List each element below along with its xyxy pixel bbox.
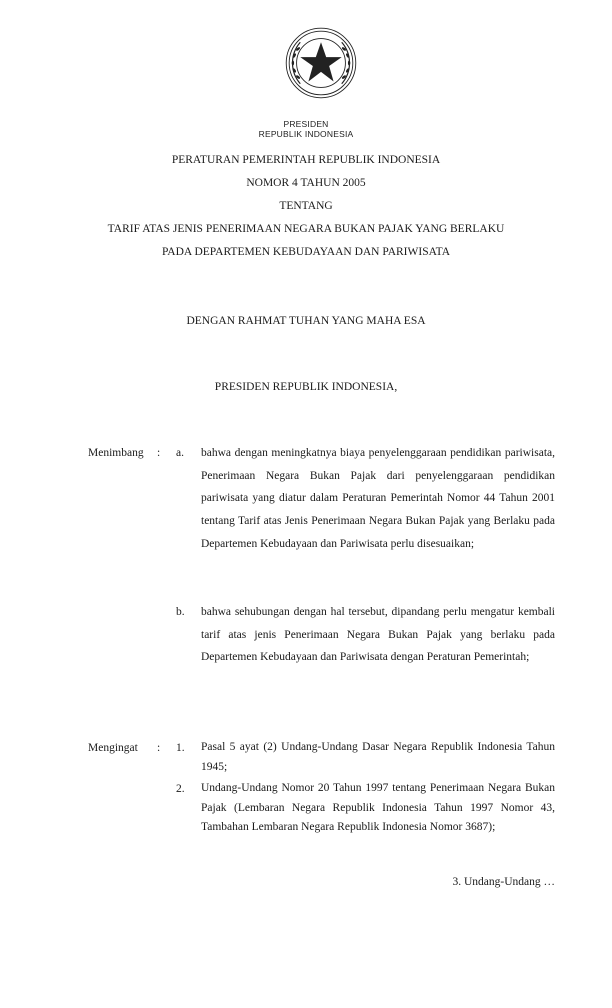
menimbang-marker-a: a. (176, 447, 184, 459)
mengingat-label: Mengingat (88, 742, 138, 754)
title-subject-line1: TARIF ATAS JENIS PENERIMAAN NEGARA BUKAN PAJAK YANG BERLAKU (107, 223, 505, 235)
mengingat-colon: : (157, 742, 161, 754)
title-subject-line2: PADA DEPARTEMEN KEBUDAYAAN DAN PARIWISATA (161, 246, 451, 258)
invocation: DENGAN RAHMAT TUHAN YANG MAHA ESA (186, 315, 426, 327)
title-regulation: PERATURAN PEMERINTAH REPUBLIK INDONESIA (171, 154, 441, 166)
title-about: TENTANG (279, 200, 333, 212)
menimbang-item-b: bahwa sehubungan dengan hal tersebut, dipandang perlu mengatur kembali tarif atas jenis Penerimaan Negara Bukan Pajak yang berlaku pada Departemen Kebudayaan dan Pariwisata dengan Peraturan Pemerintah; (201, 606, 555, 664)
page-continuation: 3. Undang-Undang … (452, 876, 555, 888)
mengingat-item-2: Undang-Undang Nomor 20 Tahun 1997 tentang Penerimaan Negara Bukan Pajak (Lembaran Negara Republik Indonesia Tahun 1997 Nomor 43, Tambahan Lembaran Negara Republik Indonesia Nomor 3687); (201, 782, 555, 834)
mengingat-item-1: Pasal 5 ayat (2) Undang-Undang Dasar Negara Republik Indonesia Tahun 1945; (201, 741, 555, 773)
mengingat-marker-1: 1. (176, 742, 185, 754)
menimbang-label: Menimbang (88, 447, 144, 459)
letterhead-republic: REPUBLIK INDONESIA (258, 129, 354, 139)
menimbang-colon: : (157, 447, 161, 459)
garuda-star-seal-icon (284, 26, 358, 100)
letterhead-president: PRESIDEN (283, 119, 329, 129)
menimbang-item-a: bahwa dengan meningkatnya biaya penyelenggaraan pendidikan pariwisata, Penerimaan Negara Bukan Pajak dari penyelenggaraan pendidikan pariwisata yang diatur dalam Peraturan Pemerintah Nomor 44 Tahun 2001 tentang Tarif atas Jenis Penerimaan Negara Bukan Pajak yang Berlaku pada Departemen Kebudayaan dan Pariwisata perlu disesuaikan; (201, 447, 555, 550)
menimbang-marker-b: b. (176, 606, 185, 618)
president-heading: PRESIDEN REPUBLIK INDONESIA, (214, 381, 398, 393)
title-number: NOMOR 4 TAHUN 2005 (246, 177, 366, 189)
mengingat-marker-2: 2. (176, 783, 185, 795)
